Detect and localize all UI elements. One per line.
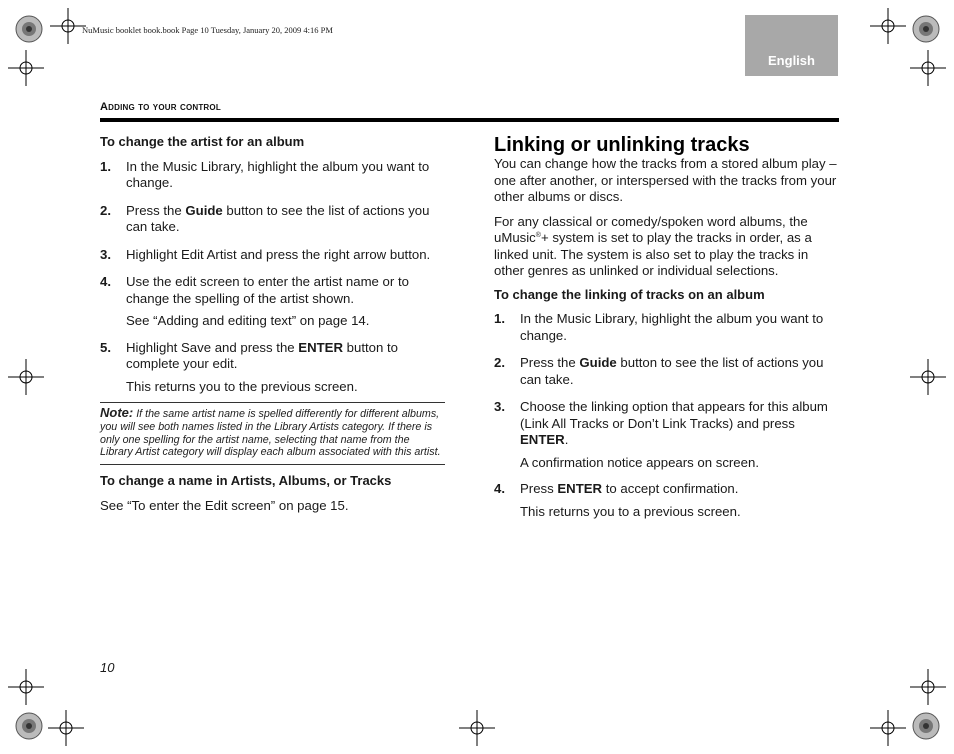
registration-mark-top-right <box>911 14 941 44</box>
page-title: Linking or unlinking tracks <box>494 134 750 156</box>
crosshair-mark-top-1 <box>50 8 86 44</box>
crosshair-mark-right-1 <box>910 50 946 86</box>
registration-mark-top-left <box>14 14 44 44</box>
crosshair-mark-left-3 <box>8 669 44 705</box>
crosshair-mark-bottom-3 <box>870 710 906 746</box>
see-reference: See “To enter the Edit screen” on page 15. <box>100 497 349 513</box>
list-item: 3. Highlight Edit Artist and press the right arrow button. <box>100 246 431 262</box>
note-label: Note: <box>100 405 134 420</box>
classical-paragraph: For any classical or comedy/spoken word albums, the uMusic®+ system is set to play the tracks in order, as a linked unit. The system is also set to play the tracks in other genres as unlinked or individual selections. <box>494 213 812 278</box>
list-item: 3. Choose the linking option that appears for this album (Link All Tracks or Don’t Link Tracks) and press ENTER. <box>494 399 828 447</box>
crosshair-mark-bottom-2 <box>459 710 495 746</box>
registration-mark-bottom-right <box>911 711 941 741</box>
note-box <box>100 402 445 465</box>
language-tab <box>745 15 838 76</box>
list-item: 2. Press the Guide button to see the list of actions you can take. <box>100 202 430 234</box>
subhead-linking: To change the linking of tracks on an album <box>494 286 765 302</box>
title-rule <box>100 118 839 122</box>
list-item: 2. Press the Guide button to see the list of actions you can take. <box>494 355 824 387</box>
crosshair-mark-bottom-1 <box>48 710 84 746</box>
page-number: 10 <box>100 660 115 675</box>
crosshair-mark-right-3 <box>910 669 946 705</box>
step-followup: This returns you to the previous screen. <box>126 378 358 394</box>
print-info-line: NuMusic booklet book.book Page 10 Tuesday, January 20, 2009 4:16 PM <box>82 25 333 35</box>
step-followup: See “Adding and editing text” on page 14. <box>126 313 370 328</box>
subhead-change-name: To change a name in Artists, Albums, or Tracks <box>100 473 392 489</box>
list-item: 4. Use the edit screen to enter the artist name or to change the spelling of the artist shown. <box>100 274 409 306</box>
step-followup: A confirmation notice appears on screen. <box>520 454 759 470</box>
language-tab-label: English <box>768 53 815 68</box>
list-item: 4. Press ENTER to accept confirmation. <box>494 481 739 496</box>
list-item: 1. In the Music Library, highlight the album you want to change. <box>494 311 824 343</box>
list-item: 1. In the Music Library, highlight the album you want to change. <box>100 158 430 190</box>
crosshair-mark-left-1 <box>8 50 44 86</box>
step-followup: This returns you to a previous screen. <box>520 503 741 519</box>
note-text: If the same artist name is spelled differently for different albums, you will see both names listed in the Library Artists category. If there is only one spelling for the artist name, selecting that name from the Library Artist category will display each album associated with this artist. <box>100 408 441 459</box>
left-column <box>100 134 445 514</box>
section-title: Adding to your control <box>100 101 221 113</box>
list-item: 5. Highlight Save and press the ENTER button to complete your edit. <box>100 339 398 371</box>
registration-mark-bottom-left <box>14 711 44 741</box>
crosshair-mark-top-2 <box>870 8 906 44</box>
crosshair-mark-left-2 <box>8 359 44 395</box>
crosshair-mark-right-2 <box>910 359 946 395</box>
intro-paragraph: You can change how the tracks from a stored album play – one after another, or interspersed with the tracks from your other albums or discs. <box>494 156 837 204</box>
subhead-change-artist: To change the artist for an album <box>100 134 305 149</box>
right-column <box>494 134 839 520</box>
